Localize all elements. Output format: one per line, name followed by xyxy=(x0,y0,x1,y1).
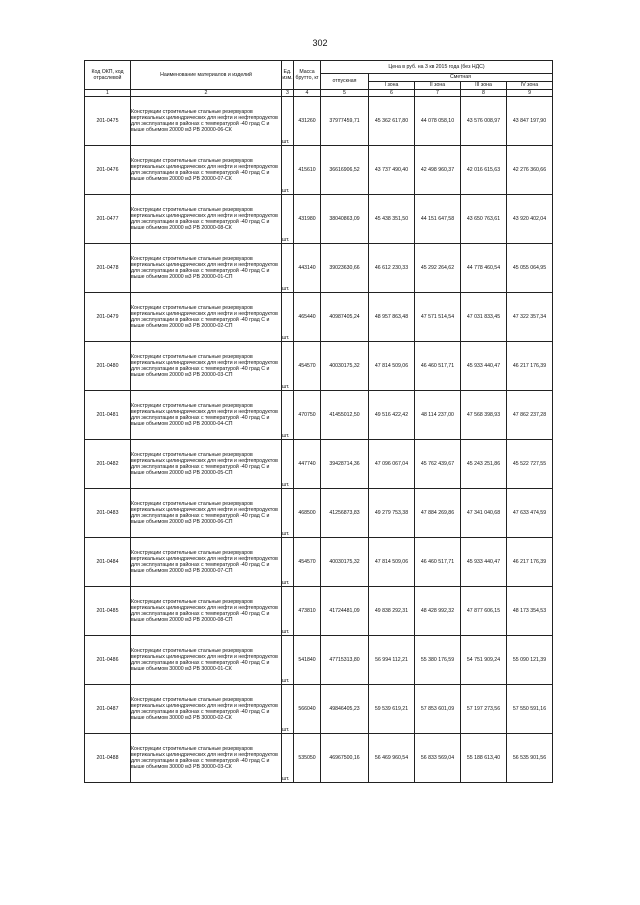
okp-code: 201-0484 xyxy=(85,538,131,587)
page-number: 302 xyxy=(312,38,328,48)
zone-2-price: 46 460 517,71 xyxy=(415,342,461,391)
header-release-price: отпускная xyxy=(321,74,369,90)
material-name: Конструкции строительные стальные резервуаров вертикальных цилиндрических для нефти и нефтепродуктов для эксплуатации в районах с температурой -40 град С и выше объемом 20000 м3 РВ 20000-03-СП xyxy=(131,342,282,391)
zone-3-price: 47 031 833,45 xyxy=(461,293,507,342)
zone-3-price: 47 877 606,15 xyxy=(461,587,507,636)
zone-2-price: 44 151 647,58 xyxy=(415,195,461,244)
zone-2-price: 44 078 058,10 xyxy=(415,97,461,146)
zone-4-price: 45 055 064,95 xyxy=(507,244,553,293)
zone-4-price: 57 550 591,16 xyxy=(507,685,553,734)
table-row xyxy=(85,342,553,391)
table-row xyxy=(85,636,553,685)
zone-2-price: 57 853 601,09 xyxy=(415,685,461,734)
okp-code: 201-0478 xyxy=(85,244,131,293)
table-body xyxy=(85,97,553,783)
table-row xyxy=(85,538,553,587)
material-name: Конструкции строительные стальные резервуаров вертикальных цилиндрических для нефти и нефтепродуктов для эксплуатации в районах с температурой -40 град С и выше объемом 30000 м3 РВ 30000-01-СК xyxy=(131,636,282,685)
zone-2-price: 56 833 569,04 xyxy=(415,734,461,783)
unit-of-measure: шт. xyxy=(282,734,294,783)
zone-2-price: 45 292 264,62 xyxy=(415,244,461,293)
header-price-group: Цена в руб. на 3 кв 2015 года (без НДС) xyxy=(321,61,553,74)
release-price: 41724481,09 xyxy=(321,587,369,636)
unit-of-measure: шт. xyxy=(282,342,294,391)
gross-mass: 541840 xyxy=(294,636,321,685)
zone-1-price: 45 438 351,50 xyxy=(369,195,415,244)
col-number: 7 xyxy=(415,90,461,97)
zone-4-price: 43 847 197,90 xyxy=(507,97,553,146)
zone-3-price: 54 751 909,24 xyxy=(461,636,507,685)
zone-2-price: 48 114 237,00 xyxy=(415,391,461,440)
zone-1-price: 56 469 960,54 xyxy=(369,734,415,783)
material-name: Конструкции строительные стальные резервуаров вертикальных цилиндрических для нефти и нефтепродуктов для эксплуатации в районах с температурой -40 град С и выше объемом 20000 м3 РВ 20000-01-СП xyxy=(131,244,282,293)
unit-of-measure: шт. xyxy=(282,440,294,489)
zone-3-price: 47 568 398,93 xyxy=(461,391,507,440)
zone-3-price: 55 188 613,40 xyxy=(461,734,507,783)
gross-mass: 473810 xyxy=(294,587,321,636)
zone-4-price: 46 217 176,39 xyxy=(507,538,553,587)
material-name: Конструкции строительные стальные резервуаров вертикальных цилиндрических для нефти и нефтепродуктов для эксплуатации в районах с температурой -40 град С и выше объемом 20000 м3 РВ 20000-08-СК xyxy=(131,195,282,244)
zone-3-price: 45 933 440,47 xyxy=(461,538,507,587)
zone-2-price: 46 460 517,71 xyxy=(415,538,461,587)
okp-code: 201-0477 xyxy=(85,195,131,244)
okp-code: 201-0488 xyxy=(85,734,131,783)
zone-1-price: 48 957 863,48 xyxy=(369,293,415,342)
material-name: Конструкции строительные стальные резервуаров вертикальных цилиндрических для нефти и нефтепродуктов для эксплуатации в районах с температурой -40 град С и выше объемом 20000 м3 РВ 20000-07-СК xyxy=(131,146,282,195)
okp-code: 201-0482 xyxy=(85,440,131,489)
table-header xyxy=(85,61,553,97)
unit-of-measure: шт. xyxy=(282,97,294,146)
unit-of-measure: шт. xyxy=(282,587,294,636)
zone-1-price: 56 994 112,21 xyxy=(369,636,415,685)
price-table xyxy=(84,60,553,783)
table-row xyxy=(85,440,553,489)
zone-4-price: 45 522 727,55 xyxy=(507,440,553,489)
okp-code: 201-0481 xyxy=(85,391,131,440)
col-number: 8 xyxy=(461,90,507,97)
col-number: 2 xyxy=(131,90,282,97)
release-price: 41256873,83 xyxy=(321,489,369,538)
okp-code: 201-0476 xyxy=(85,146,131,195)
table-row xyxy=(85,244,553,293)
zone-4-price: 47 322 357,34 xyxy=(507,293,553,342)
material-name: Конструкции строительные стальные резервуаров вертикальных цилиндрических для нефти и нефтепродуктов для эксплуатации в районах с температурой -40 град С и выше объемом 20000 м3 РВ 20000-02-СП xyxy=(131,293,282,342)
zone-2-price: 55 380 176,59 xyxy=(415,636,461,685)
header-zone-2: II зона xyxy=(415,82,461,90)
table-row xyxy=(85,195,553,244)
zone-1-price: 47 814 509,06 xyxy=(369,538,415,587)
zone-1-price: 47 814 509,06 xyxy=(369,342,415,391)
release-price: 40987405,24 xyxy=(321,293,369,342)
table-row xyxy=(85,293,553,342)
col-number: 4 xyxy=(294,90,321,97)
okp-code: 201-0479 xyxy=(85,293,131,342)
release-price: 39023630,66 xyxy=(321,244,369,293)
gross-mass: 431980 xyxy=(294,195,321,244)
gross-mass: 443140 xyxy=(294,244,321,293)
zone-1-price: 47 096 067,04 xyxy=(369,440,415,489)
col-number: 5 xyxy=(321,90,369,97)
header-estimate-price: Сметная xyxy=(369,74,553,82)
zone-4-price: 47 633 474,59 xyxy=(507,489,553,538)
zone-1-price: 49 516 422,42 xyxy=(369,391,415,440)
okp-code: 201-0485 xyxy=(85,587,131,636)
okp-code: 201-0486 xyxy=(85,636,131,685)
unit-of-measure: шт. xyxy=(282,489,294,538)
gross-mass: 468500 xyxy=(294,489,321,538)
zone-2-price: 42 498 960,37 xyxy=(415,146,461,195)
header-code: Код ОКП, код отраслевой xyxy=(85,61,131,90)
zone-4-price: 43 920 402,04 xyxy=(507,195,553,244)
table-row xyxy=(85,97,553,146)
release-price: 39428714,36 xyxy=(321,440,369,489)
zone-2-price: 47 571 514,54 xyxy=(415,293,461,342)
col-number: 1 xyxy=(85,90,131,97)
unit-of-measure: шт. xyxy=(282,538,294,587)
zone-1-price: 45 362 617,80 xyxy=(369,97,415,146)
zone-3-price: 47 341 040,68 xyxy=(461,489,507,538)
header-zone-3: III зона xyxy=(461,82,507,90)
unit-of-measure: шт. xyxy=(282,146,294,195)
gross-mass: 465440 xyxy=(294,293,321,342)
release-price: 41455012,50 xyxy=(321,391,369,440)
unit-of-measure: шт. xyxy=(282,244,294,293)
zone-1-price: 46 612 230,33 xyxy=(369,244,415,293)
zone-4-price: 48 173 354,53 xyxy=(507,587,553,636)
release-price: 40030175,32 xyxy=(321,538,369,587)
zone-3-price: 57 197 273,56 xyxy=(461,685,507,734)
header-mass: Масса брутто, кг xyxy=(294,61,321,90)
table-row xyxy=(85,587,553,636)
unit-of-measure: шт. xyxy=(282,391,294,440)
zone-4-price: 42 276 360,66 xyxy=(507,146,553,195)
zone-2-price: 45 762 439,67 xyxy=(415,440,461,489)
zone-4-price: 47 862 237,28 xyxy=(507,391,553,440)
release-price: 38040863,09 xyxy=(321,195,369,244)
gross-mass: 566040 xyxy=(294,685,321,734)
release-price: 40030175,32 xyxy=(321,342,369,391)
table-row xyxy=(85,685,553,734)
gross-mass: 454570 xyxy=(294,342,321,391)
unit-of-measure: шт. xyxy=(282,685,294,734)
gross-mass: 454570 xyxy=(294,538,321,587)
gross-mass: 415610 xyxy=(294,146,321,195)
material-name: Конструкции строительные стальные резервуаров вертикальных цилиндрических для нефти и нефтепродуктов для эксплуатации в районах с температурой -40 град С и выше объемом 20000 м3 РВ 20000-07-СП xyxy=(131,538,282,587)
zone-2-price: 48 428 992,32 xyxy=(415,587,461,636)
gross-mass: 535050 xyxy=(294,734,321,783)
zone-1-price: 43 737 490,40 xyxy=(369,146,415,195)
gross-mass: 431260 xyxy=(294,97,321,146)
release-price: 47715313,80 xyxy=(321,636,369,685)
gross-mass: 447740 xyxy=(294,440,321,489)
zone-1-price: 59 539 619,21 xyxy=(369,685,415,734)
gross-mass: 470750 xyxy=(294,391,321,440)
zone-3-price: 43 650 763,61 xyxy=(461,195,507,244)
okp-code: 201-0483 xyxy=(85,489,131,538)
release-price: 36616906,52 xyxy=(321,146,369,195)
unit-of-measure: шт. xyxy=(282,636,294,685)
unit-of-measure: шт. xyxy=(282,195,294,244)
okp-code: 201-0475 xyxy=(85,97,131,146)
header-zone-1: I зона xyxy=(369,82,415,90)
header-name: Наименование материалов и изделий xyxy=(131,61,282,90)
zone-2-price: 47 884 269,86 xyxy=(415,489,461,538)
table-row xyxy=(85,734,553,783)
table-row xyxy=(85,489,553,538)
release-price: 37977459,71 xyxy=(321,97,369,146)
zone-3-price: 43 576 008,97 xyxy=(461,97,507,146)
material-name: Конструкции строительные стальные резервуаров вертикальных цилиндрических для нефти и нефтепродуктов для эксплуатации в районах с температурой -40 град С и выше объемом 20000 м3 РВ 20000-05-СП xyxy=(131,440,282,489)
unit-of-measure: шт. xyxy=(282,293,294,342)
material-name: Конструкции строительные стальные резервуаров вертикальных цилиндрических для нефти и нефтепродуктов для эксплуатации в районах с температурой -40 град С и выше объемом 20000 м3 РВ 20000-06-СК xyxy=(131,97,282,146)
okp-code: 201-0480 xyxy=(85,342,131,391)
zone-4-price: 46 217 176,39 xyxy=(507,342,553,391)
zone-4-price: 56 535 901,56 xyxy=(507,734,553,783)
zone-3-price: 42 016 615,63 xyxy=(461,146,507,195)
zone-1-price: 49 838 292,31 xyxy=(369,587,415,636)
okp-code: 201-0487 xyxy=(85,685,131,734)
zone-3-price: 45 933 440,47 xyxy=(461,342,507,391)
zone-3-price: 45 243 251,86 xyxy=(461,440,507,489)
material-name: Конструкции строительные стальные резервуаров вертикальных цилиндрических для нефти и нефтепродуктов для эксплуатации в районах с температурой -40 град С и выше объемом 20000 м3 РВ 20000-04-СП xyxy=(131,391,282,440)
release-price: 49846405,23 xyxy=(321,685,369,734)
zone-3-price: 44 778 460,54 xyxy=(461,244,507,293)
material-name: Конструкции строительные стальные резервуаров вертикальных цилиндрических для нефти и нефтепродуктов для эксплуатации в районах с температурой -40 град С и выше объемом 20000 м3 РВ 20000-06-СП xyxy=(131,489,282,538)
zone-4-price: 55 090 121,39 xyxy=(507,636,553,685)
header-zone-4: IV зона xyxy=(507,82,553,90)
table-row xyxy=(85,146,553,195)
material-name: Конструкции строительные стальные резервуаров вертикальных цилиндрических для нефти и нефтепродуктов для эксплуатации в районах с температурой -40 град С и выше объемом 20000 м3 РВ 20000-08-СП xyxy=(131,587,282,636)
material-name: Конструкции строительные стальные резервуаров вертикальных цилиндрических для нефти и нефтепродуктов для эксплуатации в районах с температурой -40 град С и выше объемом 30000 м3 РВ 30000-03-СК xyxy=(131,734,282,783)
header-unit: Ед. изм. xyxy=(282,61,294,90)
material-name: Конструкции строительные стальные резервуаров вертикальных цилиндрических для нефти и нефтепродуктов для эксплуатации в районах с температурой -40 град С и выше объемом 30000 м3 РВ 30000-02-СК xyxy=(131,685,282,734)
release-price: 46967500,16 xyxy=(321,734,369,783)
col-number: 9 xyxy=(507,90,553,97)
col-number: 3 xyxy=(282,90,294,97)
table-row xyxy=(85,391,553,440)
zone-1-price: 49 279 753,38 xyxy=(369,489,415,538)
col-number: 6 xyxy=(369,90,415,97)
